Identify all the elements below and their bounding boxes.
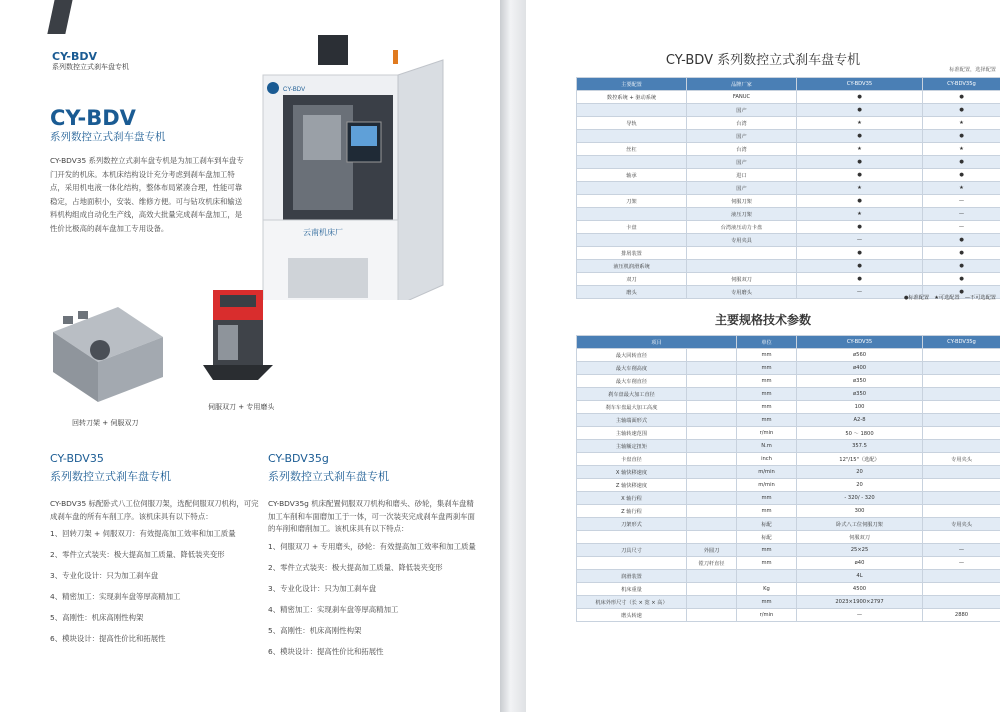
spec-cell: 4L (797, 570, 923, 583)
config-cell: ★ (923, 143, 1000, 156)
spec-cell (687, 466, 737, 479)
spec-table (576, 335, 1000, 622)
spec-cell: mm (737, 401, 797, 414)
spec-cell: 12"/15"（选配） (797, 453, 923, 466)
config-cell: ● (797, 247, 923, 260)
config-cell: 国产 (687, 130, 797, 143)
page-subtitle: 系列数控立式刹车盘专机 (50, 131, 166, 143)
spec-cell: r/min (737, 609, 797, 622)
spec-cell: 4500 (797, 583, 923, 596)
spec-cell: 主轴转速范围 (577, 427, 687, 440)
spec-cell: mm (737, 388, 797, 401)
spec-cell: 刹车车盘最大加工高度 (577, 401, 687, 414)
config-cell: 伺服刀架 (687, 195, 797, 208)
config-cell: ★ (797, 208, 923, 221)
spec-cell: ø350 (797, 388, 923, 401)
config-cell: 专用夹具 (687, 234, 797, 247)
config-cell: ● (797, 104, 923, 117)
spec-cell: 刀具尺寸 (577, 544, 687, 557)
config-cell: 台湾 (687, 117, 797, 130)
config-cell: 伺服双刀 (687, 273, 797, 286)
spec-cell: Z 轴行程 (577, 505, 687, 518)
config-row (577, 260, 1000, 273)
spec-cell: 100 (797, 401, 923, 414)
spec-cell: 50 ～ 1800 (797, 427, 923, 440)
spec-cell (923, 466, 1000, 479)
spec-cell (687, 388, 737, 401)
spec-cell: mm (737, 492, 797, 505)
config-cell (687, 260, 797, 273)
col1-subtitle: 系列数控立式刹车盘专机 (50, 470, 171, 483)
config-row (577, 195, 1000, 208)
feature-item: 5、高刚性：机床高刚性构架 (268, 625, 362, 635)
spec-cell (687, 440, 737, 453)
column-bdv35g (268, 450, 478, 667)
config-cell: FANUC (687, 91, 797, 104)
spec-cell: 伺服双刀 (797, 531, 923, 544)
config-cell: ● (797, 130, 923, 143)
col2-features (268, 541, 478, 658)
config-cell: 进口 (687, 169, 797, 182)
spec-row (577, 440, 1000, 453)
config-cell: ● (797, 169, 923, 182)
spec-row (577, 479, 1000, 492)
feature-item: 1、伺服双刀 + 专用磨头，砂轮：有效提高加工效率和加工质量 (268, 541, 476, 551)
spec-cell (687, 596, 737, 609)
col1-paragraph: CY-BDV35 标配卧式八工位伺服刀架，选配伺服双刀机构，可完成刹车盘的所有车削工序。该机床具有以下特点： (50, 499, 259, 521)
spec-cell: ø400 (797, 362, 923, 375)
spec-row (577, 596, 1000, 609)
header-subtitle: 系列数控立式刹车盘专机 (52, 63, 129, 71)
spec-cell: m/min (737, 479, 797, 492)
spec-cell: 25×25 (797, 544, 923, 557)
page-title: CY-BDV (50, 106, 136, 130)
spec-cell: mm (737, 414, 797, 427)
config-cell: ● (923, 247, 1000, 260)
spec-cell: mm (737, 544, 797, 557)
caption-turret: 回转刀架 + 伺服双刀 (72, 419, 139, 427)
spec-cell: mm (737, 505, 797, 518)
spec-row (577, 466, 1000, 479)
machine-image (243, 30, 468, 300)
spec-cell (687, 375, 737, 388)
spec-row (577, 362, 1000, 375)
config-cell (577, 156, 687, 169)
spec-cell: mm (737, 362, 797, 375)
config-cell: ● (797, 221, 923, 234)
col2-title: CY-BDV35g (268, 452, 329, 465)
spec-cell (687, 479, 737, 492)
spec-cell: m/min (737, 466, 797, 479)
spec-cell (923, 349, 1000, 362)
col1-features (50, 528, 260, 645)
config-cell: 数控系统 + 驱动系统 (577, 91, 687, 104)
spec-cell (923, 414, 1000, 427)
spec-cell: 专用夹头 (923, 518, 1000, 531)
spec-cell (923, 505, 1000, 518)
feature-item: 2、零件立式装夹：极大提高加工质量、降低装夹变形 (268, 562, 443, 572)
corner-decoration (47, 0, 74, 34)
config-row (577, 130, 1000, 143)
spec-cell: 主轴额定扭矩 (577, 440, 687, 453)
spec-cell: 镗刀杆直径 (687, 557, 737, 570)
config-cell: — (797, 286, 923, 299)
feature-item: 5、高刚性：机床高刚性构架 (50, 613, 144, 623)
config-cell: 卡盘 (577, 221, 687, 234)
spec-cell: X 轴快移速度 (577, 466, 687, 479)
spec-cell: mm (737, 349, 797, 362)
config-cell: ● (797, 156, 923, 169)
spec-cell: r/min (737, 427, 797, 440)
spec-cell: 机床重量 (577, 583, 687, 596)
spec-cell: 主轴端面形式 (577, 414, 687, 427)
config-cell: — (923, 195, 1000, 208)
spec-cell (687, 427, 737, 440)
spec-cell: mm (737, 596, 797, 609)
machine-brand: 云南机床厂 (303, 228, 343, 237)
spec-cell (923, 531, 1000, 544)
config-cell: ● (923, 234, 1000, 247)
spec-row (577, 557, 1000, 570)
feature-item: 4、精密加工：实现刹车盘等厚高精加工 (50, 592, 181, 602)
config-legend: ●标准配置 ★可选配置 —不可选配置 (903, 295, 996, 301)
spec-row (577, 401, 1000, 414)
spec-cell (923, 375, 1000, 388)
spec-cell (737, 570, 797, 583)
config-cell (577, 208, 687, 221)
header-title: CY-BDV (52, 50, 98, 63)
spec-cell: inch (737, 453, 797, 466)
config-header-cell: CY-BDV35g (923, 78, 1000, 91)
feature-item: 2、零件立式装夹：极大提高加工质量、降低装夹变形 (50, 550, 225, 560)
spec-cell (923, 570, 1000, 583)
spec-cell (687, 505, 737, 518)
config-cell: ● (797, 195, 923, 208)
book-spine (500, 0, 526, 712)
spec-row (577, 427, 1000, 440)
spec-cell: 标配 (737, 531, 797, 544)
config-table (576, 77, 1000, 299)
feature-item: 4、精密加工：实现刹车盘等厚高精加工 (268, 604, 399, 614)
spec-cell (923, 362, 1000, 375)
config-row (577, 234, 1000, 247)
config-cell: ● (923, 273, 1000, 286)
spec-cell (687, 362, 737, 375)
config-cell: ● (923, 130, 1000, 143)
spec-cell (687, 531, 737, 544)
spec-cell (687, 570, 737, 583)
spec-row (577, 375, 1000, 388)
spec-cell: - 320/ - 320 (797, 492, 923, 505)
spec-cell (923, 596, 1000, 609)
config-row (577, 208, 1000, 221)
spec-cell: 357.5 (797, 440, 923, 453)
spec-cell: 专用夹头 (923, 453, 1000, 466)
config-cell: 丝杠 (577, 143, 687, 156)
turret-image (48, 302, 163, 407)
config-cell: 台湾液压动力卡盘 (687, 221, 797, 234)
spec-cell: — (923, 544, 1000, 557)
config-cell: ● (923, 91, 1000, 104)
config-cell: 专用磨头 (687, 286, 797, 299)
spec-cell: Z 轴快移速度 (577, 479, 687, 492)
spec-cell: 2023×1900×2797 (797, 596, 923, 609)
spec-cell: 最大车削直径 (577, 375, 687, 388)
spec-cell: 刀架形式 (577, 518, 687, 531)
config-cell: 国产 (687, 156, 797, 169)
spec-cell: 卧式八工位伺服刀架 (797, 518, 923, 531)
feature-item: 3、专业化设计：只为加工刹车盘 (268, 583, 377, 593)
config-cell: ★ (797, 143, 923, 156)
spec-cell (687, 453, 737, 466)
config-row (577, 169, 1000, 182)
spec-cell: ø350 (797, 375, 923, 388)
feature-item: 6、模块设计：提高性价比和拓展性 (50, 634, 166, 644)
spec-cell: mm (737, 557, 797, 570)
spec-cell (923, 492, 1000, 505)
spec-cell (577, 531, 687, 544)
config-cell: ● (797, 260, 923, 273)
spec-row (577, 518, 1000, 531)
spec-cell: ø40 (797, 557, 923, 570)
config-cell: 排屑装置 (577, 247, 687, 260)
svg-text:CY-BDV: CY-BDV (283, 87, 306, 93)
spec-cell: ø560 (797, 349, 923, 362)
spec-cell: 最大车削高度 (577, 362, 687, 375)
spec-row (577, 492, 1000, 505)
spec-cell: 刹车盘最大加工直径 (577, 388, 687, 401)
config-cell: ● (923, 104, 1000, 117)
config-title: CY-BDV 系列数控立式刹车盘专机 (665, 53, 861, 68)
spec-cell: 300 (797, 505, 923, 518)
config-row (577, 143, 1000, 156)
spec-header-cell: CY-BDV35g (923, 336, 1000, 349)
spec-cell: — (923, 557, 1000, 570)
config-row (577, 156, 1000, 169)
spec-cell: 机床外形尺寸（长 × 宽 × 高） (577, 596, 687, 609)
spec-cell: 最大回转直径 (577, 349, 687, 362)
spec-cell (687, 609, 737, 622)
spec-row (577, 453, 1000, 466)
config-cell: ● (923, 169, 1000, 182)
spec-row (577, 544, 1000, 557)
col2-paragraph: CY-BDV35g 机床配置伺服双刀机构和磨头、砂轮，集刹车盘精加工车削和车面磨加工于一体，可一次装夹完成刹车盘两刹车面的车削和磨削加工。该机床具有以下特点： (268, 499, 475, 534)
config-cell: ● (797, 273, 923, 286)
spec-cell (687, 349, 737, 362)
config-header-cell: 品牌厂家 (687, 78, 797, 91)
spec-cell: 磨头转速 (577, 609, 687, 622)
spec-cell: 外圆刀 (687, 544, 737, 557)
spec-cell (923, 583, 1000, 596)
spec-cell: A2-8 (797, 414, 923, 427)
spec-cell (923, 388, 1000, 401)
caption-servo: 伺服双刀 + 专用磨头 (208, 403, 275, 411)
config-cell: 国产 (687, 182, 797, 195)
config-row (577, 117, 1000, 130)
servo-tool-image (198, 285, 278, 385)
spec-cell: — (797, 609, 923, 622)
spec-cell (923, 427, 1000, 440)
config-row (577, 104, 1000, 117)
spec-cell: 卡盘直径 (577, 453, 687, 466)
spec-header-cell: CY-BDV35 (797, 336, 923, 349)
spec-cell (687, 401, 737, 414)
config-row (577, 221, 1000, 234)
spec-cell (687, 518, 737, 531)
config-cell: ★ (797, 117, 923, 130)
spec-cell (687, 583, 737, 596)
config-cell: ★ (923, 117, 1000, 130)
col1-title: CY-BDV35 (50, 452, 104, 465)
col2-subtitle: 系列数控立式刹车盘专机 (268, 470, 389, 483)
spec-cell: Kg (737, 583, 797, 596)
spec-cell (687, 414, 737, 427)
feature-item: 1、回转刀架 + 伺服双刀：有效提高加工效率和加工质量 (50, 529, 236, 539)
spec-cell: 标配 (737, 518, 797, 531)
feature-item: 6、模块设计：提高性价比和拓展性 (268, 646, 384, 656)
config-cell: 台湾 (687, 143, 797, 156)
config-row (577, 273, 1000, 286)
config-cell: 液压机润滑系统 (577, 260, 687, 273)
config-cell: — (797, 234, 923, 247)
config-cell: ● (923, 286, 1000, 299)
config-cell (577, 130, 687, 143)
spec-cell (923, 440, 1000, 453)
config-cell: ● (797, 91, 923, 104)
spec-cell (923, 401, 1000, 414)
config-cell: ★ (797, 182, 923, 195)
config-cell (577, 104, 687, 117)
column-bdv35 (50, 450, 260, 654)
spec-cell: 20 (797, 479, 923, 492)
config-cell: ★ (923, 182, 1000, 195)
config-row (577, 182, 1000, 195)
spec-cell (923, 479, 1000, 492)
spec-title: 主要规格技术参数 (714, 313, 811, 327)
spec-cell: 润滑装置 (577, 570, 687, 583)
config-cell: ● (923, 156, 1000, 169)
config-note: 标准配置，选择配置 (949, 67, 996, 73)
config-cell: — (923, 221, 1000, 234)
config-cell: ● (923, 260, 1000, 273)
spec-cell: mm (737, 375, 797, 388)
feature-item: 3、专业化设计：只为加工刹车盘 (50, 571, 159, 581)
spec-header-cell: 项目 (577, 336, 737, 349)
spec-row (577, 505, 1000, 518)
config-cell (577, 182, 687, 195)
config-header-cell: CY-BDV35 (797, 78, 923, 91)
intro-text: CY-BDV35 系列数控立式刹车盘专机是为加工刹车到车盘专门开发的机床。本机床结构设计充分考虑到刹车盘加工特点，采用机电液一体化结构，整体布局紧凑合理，性能可靠稳定，占地面积小，安装、维修方便。可与钻攻机床和输送料机构组成自动化生产线，高效大批量完成刹车盘加工，是性价比极高的刹车盘加工专用设备。 (50, 156, 244, 233)
config-header-cell: 主要配置 (577, 78, 687, 91)
config-row (577, 91, 1000, 104)
config-cell: 刀架 (577, 195, 687, 208)
spec-row (577, 414, 1000, 427)
spec-cell: N.m (737, 440, 797, 453)
spec-cell: 20 (797, 466, 923, 479)
config-cell: 双刀 (577, 273, 687, 286)
config-cell: — (923, 208, 1000, 221)
spec-row (577, 349, 1000, 362)
spec-row (577, 388, 1000, 401)
config-cell (577, 234, 687, 247)
spec-row (577, 570, 1000, 583)
spec-cell (687, 492, 737, 505)
config-cell: 国产 (687, 104, 797, 117)
spec-row (577, 531, 1000, 544)
spec-cell: X 轴行程 (577, 492, 687, 505)
config-row (577, 247, 1000, 260)
spec-row (577, 609, 1000, 622)
config-cell: 液压刀架 (687, 208, 797, 221)
spec-cell (577, 557, 687, 570)
config-cell: 轴承 (577, 169, 687, 182)
spec-row (577, 583, 1000, 596)
config-cell (687, 247, 797, 260)
spec-header-cell: 单位 (737, 336, 797, 349)
right-page (526, 0, 1000, 712)
spec-cell: 2880 (923, 609, 1000, 622)
config-cell: 磨头 (577, 286, 687, 299)
config-cell: 导轨 (577, 117, 687, 130)
